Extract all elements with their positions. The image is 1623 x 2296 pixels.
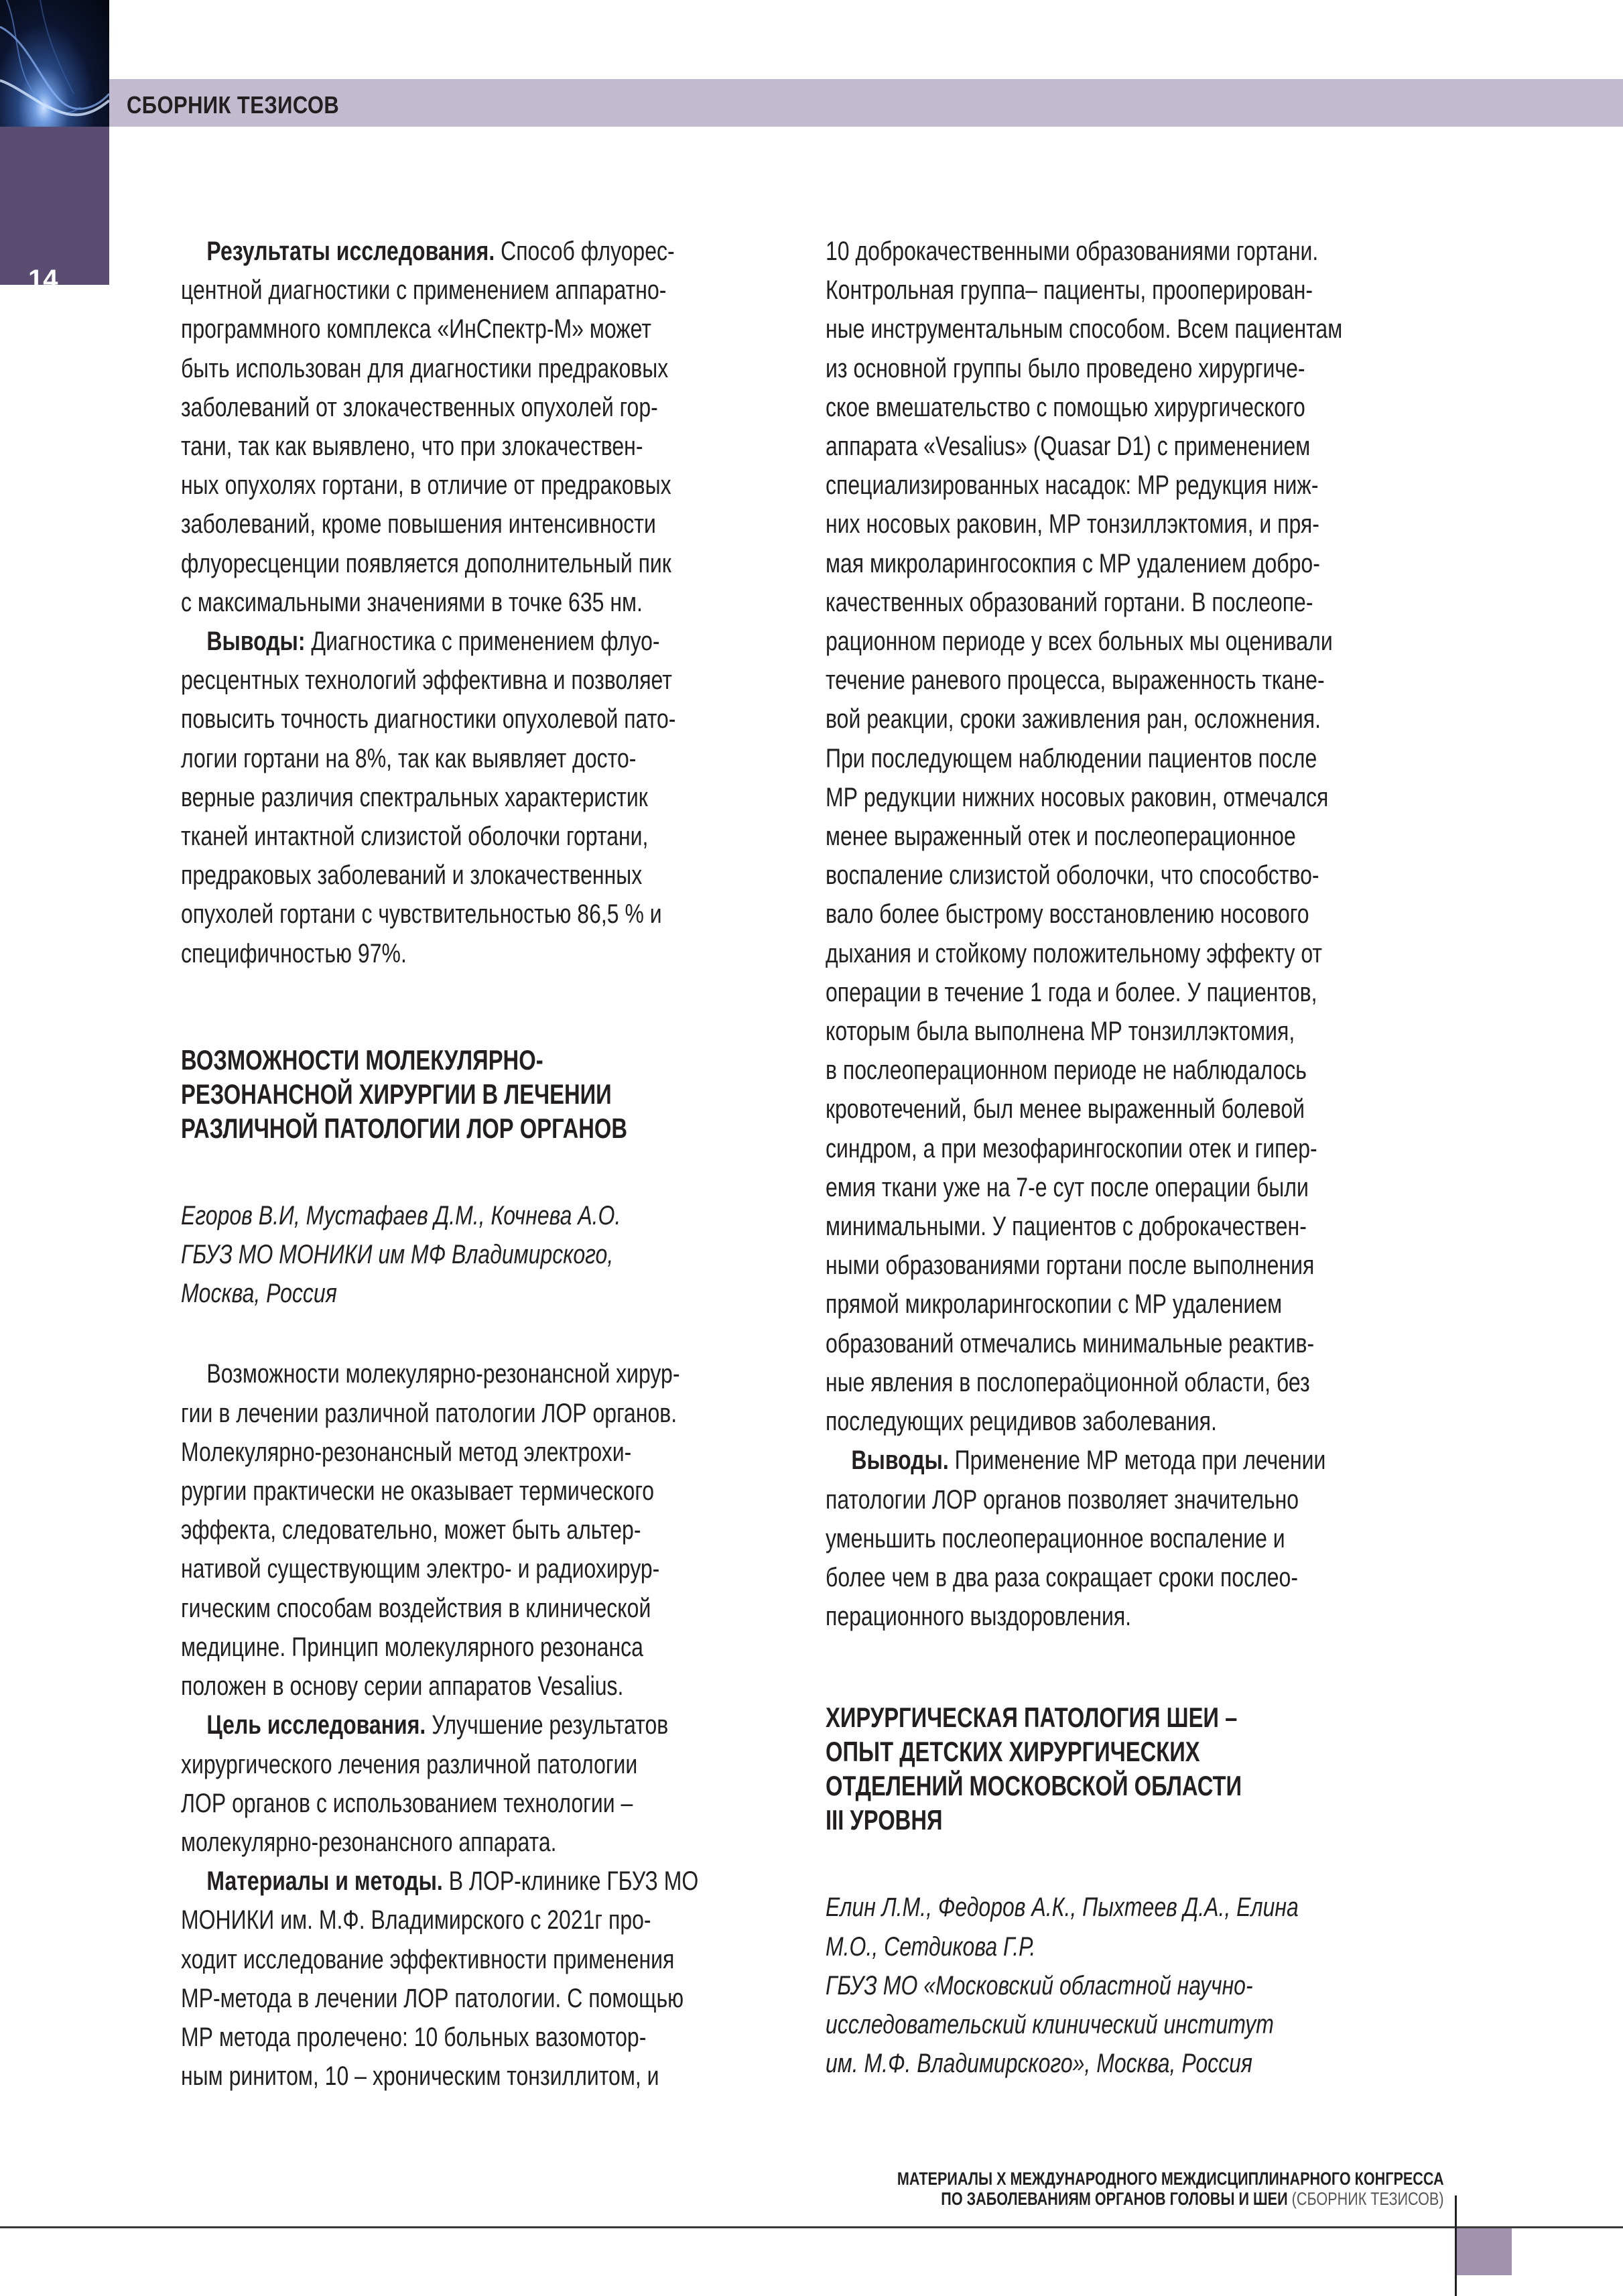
text-line: Возможности молекулярно-резонансной хирур-: [206, 1359, 680, 1389]
text-line: Егоров В.И, Мустафаев Д.М., Кочнева А.О.: [181, 1200, 621, 1230]
text-line: М.О., Сетдикова Г.Р.: [826, 1931, 1036, 1962]
text-line: ОПЫТ ДЕТСКИХ ХИРУРГИЧЕСКИХ: [826, 1736, 1200, 1768]
text-line: повысить точность диагностики опухолевой пато-: [181, 704, 676, 735]
text-line: предраковых заболеваний и злокачественных: [181, 860, 643, 891]
text-line: уменьшить послеоперационное воспаление и: [826, 1523, 1285, 1553]
text-line: РАЗЛИЧНОЙ ПАТОЛОГИИ ЛОР ОРГАНОВ: [181, 1112, 628, 1144]
text-line: [181, 1862, 699, 1901]
text-line: МР редукции нижних носовых раковин, отмечался: [826, 782, 1329, 812]
text-line: РЕЗОНАНСНОЙ ХИРУРГИИ В ЛЕЧЕНИИ: [181, 1078, 612, 1110]
text-line: ское вмешательство с помощью хирургического: [826, 392, 1305, 422]
aim-paragraph: [181, 1706, 791, 1862]
text-line: вало более быстрому восстановлению носового: [826, 899, 1309, 930]
text-line: нативой существующим электро- и радиохирур-: [181, 1554, 660, 1584]
text-line: рургии практически не оказывает термического: [181, 1476, 655, 1507]
text-line: исследовательский клинический институт: [826, 2009, 1274, 2039]
decorative-smoke-image: [0, 0, 109, 127]
footer-line-1: МАТЕРИАЛЫ X МЕЖДУНАРОДНОГО МЕЖДИСЦИПЛИНАРНОГО КОНГРЕССА: [897, 2169, 1444, 2189]
text-line: которым была выполнена МР тонзиллэктомия,: [826, 1017, 1295, 1047]
text-line: эффекта, следовательно, может быть альтер-: [181, 1515, 641, 1545]
text-line: более чем в два раза сокращает сроки послео-: [826, 1562, 1298, 1592]
text-line: ходит исследование эффективности применения: [181, 1944, 675, 1974]
text-line: ным ринитом, 10 – хроническим тонзиллитом, и: [181, 2061, 659, 2092]
right-column: [826, 232, 1464, 2083]
text-line: ресцентных технологий эффективна и позволяет: [181, 665, 672, 696]
text-line: ЛОР органов с использованием технологии –: [181, 1788, 633, 1818]
text-line: дыхания и стойкому положительному эффекту от: [826, 938, 1323, 968]
running-header: [109, 79, 1623, 127]
text-line: гии в лечении различной патологии ЛОР органов.: [181, 1398, 677, 1428]
line-text: Улучшение результатов: [426, 1710, 669, 1740]
footer-conference-title: [761, 2169, 1444, 2209]
text-line: прямой микроларингоскопии с МР удалением: [826, 1289, 1283, 1320]
text-line: флуоресценции появляется дополнительный пик: [181, 548, 671, 578]
running-header-title: СБОРНИК ТЕЗИСОВ: [127, 91, 340, 119]
paragraph-lead: Цель исследования.: [206, 1710, 426, 1740]
text-line: заболеваний, кроме повышения интенсивности: [181, 509, 656, 539]
text-line: в послеоперационном периоде не наблюдалось: [826, 1056, 1307, 1086]
text-line: МР-метода в лечении ЛОР патологии. С помощью: [181, 1983, 684, 2013]
intro-paragraph: [181, 1354, 791, 1706]
paragraph-lead: Выводы.: [851, 1446, 949, 1476]
methods-continued-paragraph: [826, 232, 1464, 1441]
text-line: из основной группы было проведено хирургиче-: [826, 353, 1305, 383]
text-line: ВОЗМОЖНОСТИ МОЛЕКУЛЯРНО-: [181, 1043, 543, 1076]
conclusions-paragraph: [181, 622, 791, 973]
line-text: В ЛОР-клинике ГБУЗ МО: [442, 1866, 699, 1897]
article-authors: [826, 1888, 1464, 2083]
text-line: операции в течение 1 года и более. У пациентов,: [826, 977, 1317, 1007]
text-line: Елин Л.М., Федоров А.К., Пыхтеев Д.А., Елина: [826, 1893, 1299, 1923]
line-text: Применение МР метода при лечении: [948, 1446, 1326, 1476]
text-line: гическим способам воздействия в клинической: [181, 1593, 651, 1623]
text-line: верные различия спектральных характеристик: [181, 782, 648, 812]
text-line: МР метода пролечено: 10 больных вазомотор-: [181, 2022, 647, 2052]
text-line: ными образованиями гортани после выполнения: [826, 1251, 1315, 1281]
text-line: [181, 1706, 669, 1744]
text-line: опухолей гортани с чувствительностью 86,5 % и: [181, 899, 662, 930]
text-line: заболеваний от злокачественных опухолей гор-: [181, 392, 658, 422]
text-line: молекулярно-резонансного аппарата.: [181, 1827, 557, 1857]
text-line: образований отмечались минимальные реактив-: [826, 1328, 1315, 1358]
footer-line-2: [897, 2189, 1444, 2209]
paragraph-lead: Результаты исследования.: [206, 237, 495, 266]
text-line: хирургического лечения различной патологии: [181, 1749, 638, 1779]
footer-color-block: [1457, 2228, 1512, 2275]
text-line: специализированных насадок: МР редукция ниж-: [826, 470, 1319, 501]
page-number: 14: [28, 265, 58, 294]
line-text: Способ флуорес-: [495, 237, 675, 266]
text-line: программного комплекса «ИнСпектр-М» может: [181, 314, 652, 344]
paragraph-lead: Материалы и методы.: [206, 1866, 443, 1897]
text-line: МОНИКИ им. М.Ф. Владимирского с 2021г про-: [181, 1905, 651, 1935]
text-line: воспаление слизистой оболочки, что способство-: [826, 860, 1319, 891]
text-line: вой реакции, сроки заживления ран, осложнения.: [826, 704, 1321, 735]
text-line: ОТДЕЛЕНИЙ МОСКОВСКОЙ ОБЛАСТИ: [826, 1770, 1242, 1802]
text-line: быть использован для диагностики предраковых: [181, 353, 669, 383]
text-line: им. М.Ф. Владимирского», Москва, Россия: [826, 2049, 1252, 2079]
text-line: последующих рецидивов заболевания.: [826, 1407, 1217, 1437]
smoke-swirl-icon: [0, 0, 109, 127]
text-line: аппарата «Vesalius» (Quasar D1) с применением: [826, 432, 1311, 462]
text-line: ХИРУРГИЧЕСКАЯ ПАТОЛОГИЯ ШЕИ –: [826, 1702, 1238, 1734]
page-side-tab: [0, 127, 109, 294]
text-line: положен в основу серии аппаратов Vesalius.: [181, 1671, 624, 1702]
text-line: [181, 232, 675, 271]
line-text: Диагностика с применением флуо-: [305, 627, 660, 657]
text-line: 10 доброкачественными образованиями гортани.: [826, 237, 1319, 266]
text-line: Москва, Россия: [181, 1279, 337, 1309]
text-line: ные инструментальным способом. Всем пациентам: [826, 314, 1343, 344]
text-line: ные явления в послопераöционной области, без: [826, 1367, 1310, 1397]
footer-rule: [0, 2226, 1623, 2228]
text-line: медицине. Принцип молекулярного резонанса: [181, 1632, 643, 1662]
article-title: [181, 1043, 791, 1145]
results-paragraph: [181, 232, 791, 622]
methods-paragraph: [181, 1862, 791, 2096]
text-line: логии гортани на 8%, так как выявляет досто-: [181, 743, 637, 773]
text-line: При последующем наблюдении пациентов после: [826, 743, 1317, 773]
text-line: тани, так как выявлено, что при злокачествен-: [181, 432, 643, 462]
text-line: патологии ЛОР органов позволяет значительно: [826, 1484, 1299, 1515]
footer-line-2-light: (СБОРНИК ТЕЗИСОВ): [1292, 2189, 1444, 2209]
text-line: ных опухолях гортани, в отличие от предраковых: [181, 470, 671, 501]
text-line: ГБУЗ МО «Московский областной научно-: [826, 1970, 1253, 2000]
article-authors: [181, 1196, 791, 1314]
text-line: с максимальными значениями в точке 635 нм.: [181, 587, 643, 617]
text-line: течение раневого процесса, выраженность ткане-: [826, 665, 1325, 696]
text-line: тканей интактной слизистой оболочки гортани,: [181, 822, 649, 852]
conclusions-paragraph: [826, 1441, 1464, 1636]
text-line: Молекулярно-резонансный метод электрохи-: [181, 1437, 632, 1467]
text-line: центной диагностики с применением аппаратно-: [181, 275, 667, 306]
text-line: [181, 622, 669, 661]
article-title: [826, 1700, 1464, 1837]
text-line: кровотечений, был менее выраженный болевой: [826, 1094, 1305, 1125]
text-line: специфичностью 97%.: [181, 938, 407, 968]
text-line: перационного выздоровления.: [826, 1602, 1132, 1632]
text-line: Контрольная группа– пациенты, прооперирован-: [826, 275, 1313, 306]
paragraph-lead: Выводы:: [206, 627, 306, 657]
text-line: минимальными. У пациентов с доброкачествен-: [826, 1212, 1307, 1242]
text-line: мая микроларингосокпия с МР удалением добро-: [826, 548, 1320, 578]
text-line: III УРОВНЯ: [826, 1804, 943, 1836]
text-line: качественных образований гортани. В послеопе-: [826, 587, 1313, 617]
text-line: емия ткани уже на 7-е сут после операции были: [826, 1172, 1309, 1202]
text-line: рационном периоде у всех больных мы оценивали: [826, 627, 1333, 657]
text-line: [826, 1441, 1336, 1480]
text-line: ГБУЗ МО МОНИКИ им МФ Владимирского,: [181, 1240, 614, 1270]
footer-line-2-bold: ПО ЗАБОЛЕВАНИЯМ ОРГАНОВ ГОЛОВЫ И ШЕИ: [941, 2189, 1293, 2209]
text-line: них носовых раковин, МР тонзиллэктомия, и пря-: [826, 509, 1319, 539]
text-line: синдром, а при мезофарингоскопии отек и гипер-: [826, 1133, 1317, 1163]
left-column: [181, 232, 791, 2096]
text-line: менее выраженный отек и послеоперационное: [826, 822, 1296, 852]
